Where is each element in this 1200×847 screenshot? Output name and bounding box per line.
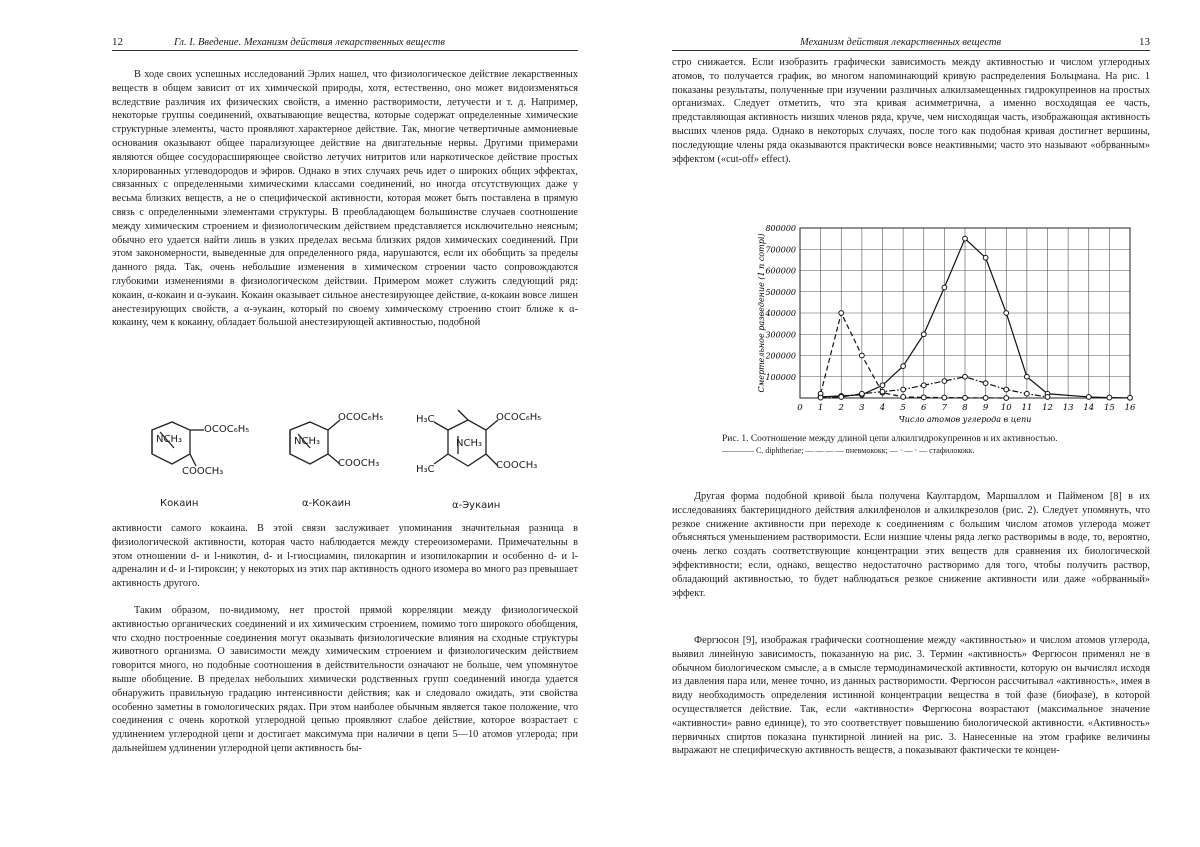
y-tick-label-3: 400000 [765,309,796,318]
series-2-point-0 [818,395,823,400]
left-page [112,0,578,847]
alpha-eucaine-n-group: NCH₃ [456,438,482,449]
x-tick-label-11: 11 [1021,403,1033,413]
cocaine-label: Кокаин [160,498,199,509]
x-tick-label-6: 6 [921,403,927,413]
series-2-point-6 [942,379,947,384]
right-paragraph-2: Другая форма подобной кривой была получена Каултардом, Маршаллом и Пайменом [8] в их исследованиях бактерицидного действия алкилфенолов и алкилкрезолов (рис. 2). Следует упомянуть, что резкое снижение активности при переходе к соединениям с большим числом атомов углерода может объясняться уменьшением растворимости. Если низшие члены ряда легко растворимы в воде, то, вероятно, очень легко создать соответствующие концентрации этих веществ для сравнения их биологической эффективности; если, однако, вещество недостаточно растворимо для того, чтобы получить раствор, обладающий активностью, то будет наблюдаться резкое снижение активности или даже «обрванный» эффект. [672,491,1150,599]
left-page-number: 12 [112,36,123,48]
x-tick-label-0: 0 [797,403,803,413]
x-tick-label-2: 2 [838,403,844,413]
alpha-cocaine-n-group: NCH₃ [294,436,320,447]
x-tick-label-12: 12 [1042,403,1053,413]
right-page-number: 13 [1139,36,1150,48]
series-2-point-4 [901,387,906,392]
cocaine-substituent: OCOC₆H₅ [204,424,250,435]
series-1-point-4 [901,395,906,400]
x-tick-label-9: 9 [982,403,989,413]
series-0-point-5 [921,332,926,337]
series-2-point-11 [1045,395,1050,400]
alpha-eucaine-substituent: OCOC₆H₅ [496,412,542,423]
series-0-point-8 [983,255,988,260]
series-0-point-6 [942,285,947,290]
cocaine-ester: COOCH₃ [182,466,224,477]
left-running-title: Гл. I. Введение. Механизм действия лекарственных веществ [174,37,445,48]
caption-legend: ———— C. diphtheriae; — — — — пневмококк; — · — · — стафилококк. [722,446,975,455]
x-tick-label-1: 1 [817,403,824,413]
cocaine-n-group: NCH₃ [156,434,182,445]
series-0-point-4 [901,364,906,369]
series-0-point-3 [880,383,885,388]
series-2-point-5 [921,383,926,388]
figure-1-caption [722,434,1102,456]
y-tick-label-5: 600000 [765,266,796,276]
alpha-cocaine-ester: COOCH₃ [338,458,380,469]
right-paragraph-3: Фергюсон [9], изображая графически соотношение между «активностью» и числом атомов углерода, выявил линейную зависимость, показанную на рис. 3. Термин «активность» Фергюсон применял не в обычном биологическом смысле, а в смысле термодинамической активности, которую он вычислял исходя из давления пара или, менее точно, из данных растворимости. Фергюсон рассчитывал «активность», имея в виду необходимость определения истинной концентрации вещества в той фазе (биофазе), в которой осуществляется действие. Так, если «активности» Фергюсона возрастают (максимальное значение «активности» равно единице), то это соответствует повышению биологической активности. «Активность» первичных спиртов показана пунктирной линией на рис. 3. Нанесенные на этом графике величины выражают не специфическую активность веществ, а показывают фактически те концен- [672,635,1150,757]
chart-svg [740,218,1150,430]
y-axis-label: Смертельное разведение (1 п сотрi) [757,233,766,393]
right-running-title: Механизм действия лекарственных веществ [800,37,1002,48]
series-1-point-7 [963,395,968,400]
series-2-point-2 [859,391,864,396]
series-0-point-10 [1024,374,1029,379]
x-tick-label-16: 16 [1124,403,1136,413]
series-1-point-9 [1004,396,1009,401]
x-tick-label-3: 3 [859,403,865,413]
series-2-point-10 [1024,391,1029,396]
series-1-point-1 [839,311,844,316]
series-2-point-7 [963,374,968,379]
series-2-point-3 [880,389,885,394]
alpha-cocaine-substituent: OCOC₆H₅ [338,412,384,423]
series-0-point-12 [1086,395,1091,400]
series-2-point-8 [983,381,988,386]
left-paragraph-1: В ходе своих успешных исследований Эрлих нашел, что физиологическое действие лекарственных веществ в общем зависит от их химической природы, хотя, естественно, оно может видоизменяться вследствие различия их физических свойств, а именно растворимости, летучести и т. д. Например, некоторые группы соединений, охватывающие вещества, которые содержат определенные химические структурные элементы, часто проявляют характерное действие. Так, многие четвертичные аммониевые основания оказывают общее парализующее действие на двигательные нервы. Другими примерами являются общее сосудорасширяющее свойство летучих нитритов или наркотическое действие простых хлорированных углеводородов и эфиров. Однако в этих случаях речь идет о широких общих эффектах, связанных с определенными химическими классами соединений, но иногда отсутствующих даже у весьма близких веществ, а не о специфической активности, которая может быть поставлена в прямую связь с определенными элементами структуры. В преобладающем большинстве случаев соотношение между химическим строением и физиологическим действием представляется исключительно неясным; обычно его удается найти лишь в узких пределах весьма близких рядов химических соединений. При этом закономерности, выведенные для определенного ряда, нарушаются, если их обобщить за пределы данного ряда. Так, очень небольшие изменения в химическом строении часто сопровождаются глубокими изменениями в физиологическом действии. Примером может служить следующий ряд: кокаин, α-кокаин и α-эукаин. Кокаин оказывает сильное анестезирующее действие, α-кокаин вовсе лишен анестезирующих свойств, а α-эукаин, который по своему химическому строению стоит ближе к α-кокаину, чем к кокаину, обладает большой анестезирующей активностью, подобной [112,69,578,329]
x-tick-label-7: 7 [941,403,948,413]
right-page [672,0,1150,847]
y-tick-label-6: 700000 [765,245,796,255]
alpha-eucaine-methyl-1: H₃C [416,414,435,425]
y-tick-label-2: 300000 [765,330,796,340]
x-tick-label-4: 4 [879,403,886,413]
series-1-point-8 [983,395,988,400]
x-tick-label-14: 14 [1083,403,1095,413]
alpha-eucaine-methyl-2: H₃C [416,464,435,475]
y-tick-label-1: 200000 [765,351,796,361]
x-axis-label: Число атомов углерода в цепи [898,415,1032,424]
series-line-2 [821,377,1048,398]
series-0-point-14 [1128,395,1133,400]
left-paragraph-2: активности самого кокаина. В этой связи заслуживает упоминания значительная разница в физиологической активности, которая часто наблюдается между стереоизомерами. Примечательны в этом отношении d- и l-никотин, d- и l-гиосциамин, пилокарпин и изопилокарпин и особенно d- и l-адреналин и d- и l-тироксин; у некоторых из этих пар активность одного изомера во много раз превышает активность другого. [112,523,578,590]
series-0-point-9 [1004,311,1009,316]
right-running-head [672,36,1150,51]
series-0-point-13 [1107,395,1112,400]
x-tick-label-5: 5 [900,403,906,413]
alpha-cocaine-label: α-Кокаин [302,498,351,509]
series-1-point-5 [921,395,926,400]
series-1-point-6 [942,395,947,400]
alpha-eucaine-label: α-Эукаин [452,500,501,511]
series-0-point-7 [963,236,968,241]
series-1-point-2 [859,353,864,358]
alpha-eucaine-ester: COOCH₃ [496,460,538,471]
left-running-head [112,36,578,51]
x-tick-label-13: 13 [1062,403,1074,413]
right-paragraph-1: стро снижается. Если изобразить графически зависимость между активностью и числом углеродных атомов, то получается график, во многом напоминающий кривую распределения Больцмана. На рис. 1 показаны результаты, полученные при изучении различных алкилзамещенных гидрокупреинов на простых организмах. Следует отметить, что эта кривая асимметрична, а именно восходящая ее часть, представляющая активность низших членов ряда, круче, чем нисходящая часть, изображающая активность высших членов ряда. Однако в некоторых случаях, после того как подобная кривая достигнет вершины, последующие члены ряда оказываются практически вовсе неактивными; часто это называют «обрванным» эффектом («cut-off» effect). [672,57,1150,165]
y-tick-label-7: 800000 [765,224,796,233]
caption-title: Рис. 1. Соотношение между длиной цепи алкилгидрокупреинов и их активностью. [722,434,1058,444]
series-2-point-1 [839,395,844,400]
x-tick-label-15: 15 [1103,403,1115,413]
y-tick-label-0: 100000 [765,372,796,382]
x-tick-label-10: 10 [1000,403,1012,413]
left-paragraph-3: Таким образом, по-видимому, нет простой прямой корреляции между физиологической активностью органических соединений и их химическим строением, помимо того широкого обобщения, что сходно построенные соединения могут оказывать физиологические влияния на сходные структуры животного организма. О зависимости между химическим строением и физиологическим действием говорится много, но подобные соотношения в действительности означают не больше, чем упомянутое выше обобщение. В пределах небольших химически родственных групп соединений иногда удается обнаружить правильную градацию интенсивности действия; как и следовало ожидать, эти свойства особенно заметны в гомологических рядах. При этом наиболее обычным является такое положение, что соединения с очень короткой углеродной цепью проявляют слабое действие, которое возрастает с удлинением углеродной цепи и достигает максимума при наличии в цепи 5—10 атомов углерода; при дальнейшем удлинении углеродной цепи активность бы- [112,605,578,754]
series-line-0 [821,239,1130,398]
series-2-point-9 [1004,387,1009,392]
chemical-structures [112,408,578,520]
x-tick-label-8: 8 [962,403,968,413]
y-tick-label-4: 500000 [765,287,796,297]
